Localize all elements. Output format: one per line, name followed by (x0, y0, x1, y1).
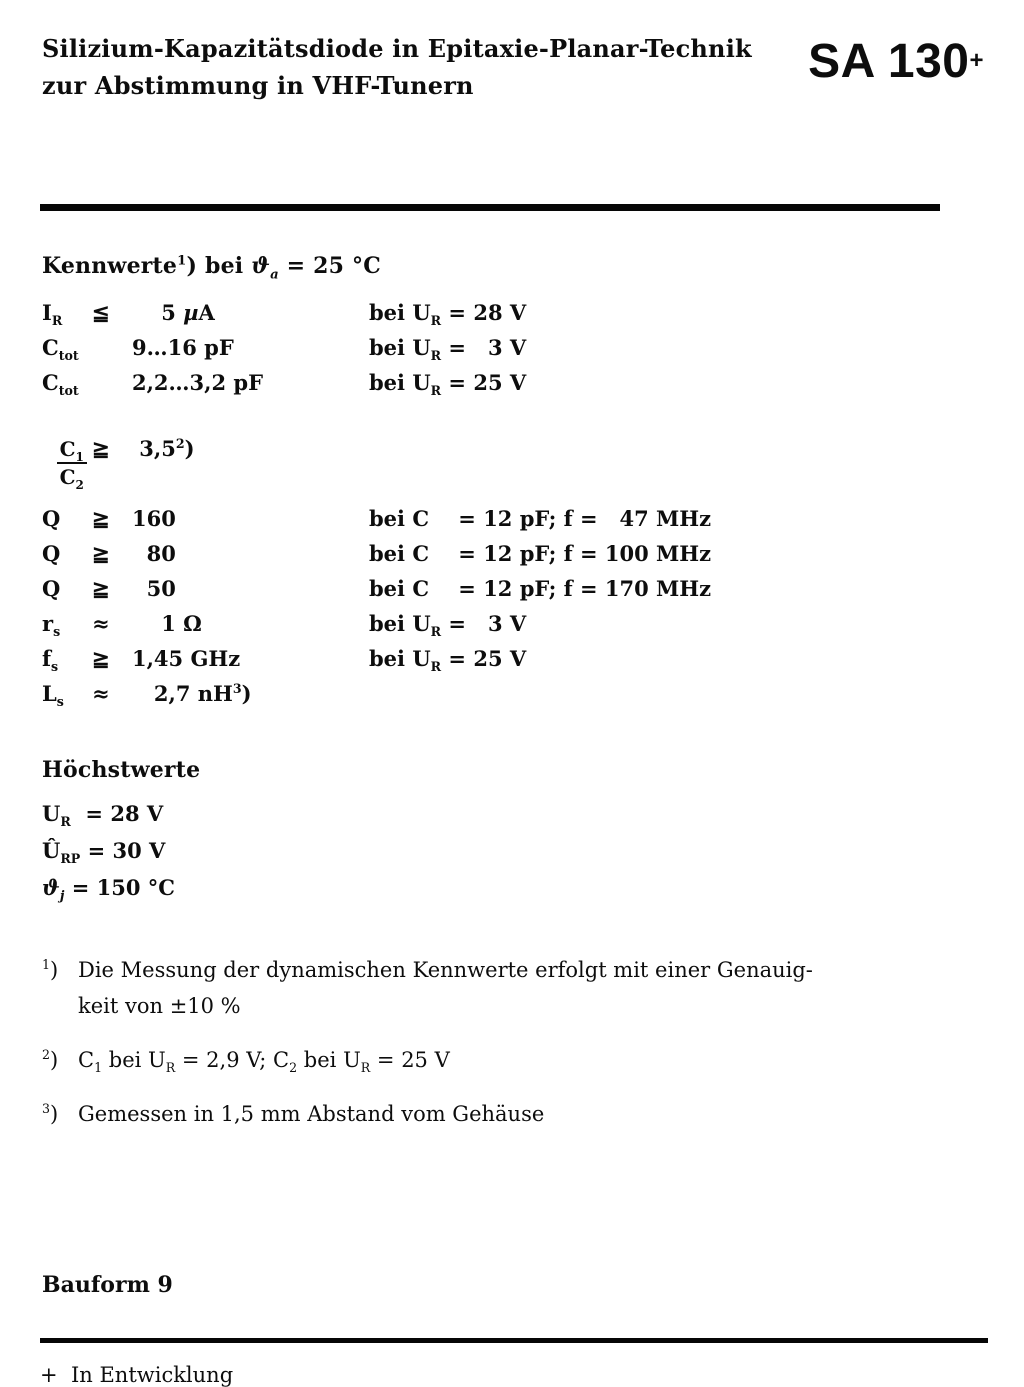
footnote (42, 1096, 980, 1132)
text-run: R (430, 383, 442, 399)
parameter-value (132, 606, 369, 641)
text-run: I (42, 300, 52, 326)
text-run: = 25 V (441, 645, 527, 671)
parameter-symbol (42, 330, 92, 365)
footer-note (40, 1363, 984, 1387)
text-run: µ (183, 300, 199, 326)
text-run: C (42, 370, 59, 396)
text-run: keit von ±10 % (78, 993, 241, 1018)
footnote (42, 952, 980, 1024)
relation-symbol: ≧ (92, 505, 110, 531)
test-condition (369, 501, 984, 536)
kennwerte-row (42, 400, 984, 500)
text-run: RP (60, 850, 81, 866)
text-run: Kennwerte (42, 253, 178, 280)
text-run: bei U (369, 335, 431, 361)
test-condition (369, 365, 984, 400)
title-line-2: zur Abstimmung in VHF-Tunern (42, 71, 474, 101)
text-run: 1 (75, 449, 84, 464)
hoechstwerte-section (42, 757, 984, 906)
test-condition (369, 536, 984, 571)
text-run: Gemessen in 1,5 mm Abstand vom Gehäuse (78, 1101, 545, 1126)
header (0, 0, 1024, 104)
text-run: R (430, 623, 442, 639)
hoechstwerte-heading: Höchstwerte (42, 756, 201, 783)
text-run: bei U (369, 645, 431, 671)
kennwerte-row (42, 571, 984, 606)
text-run: Q (42, 540, 61, 566)
footer-spacer (58, 1363, 71, 1387)
parameter-symbol (42, 606, 92, 641)
parameter-symbol (42, 571, 92, 606)
parameter-symbol (42, 409, 92, 492)
parameter-symbol (42, 676, 92, 711)
text-run: = 3 V (441, 335, 527, 361)
text-run: bei C (369, 540, 430, 566)
hoechstwert-row (42, 832, 984, 869)
text-run: R (165, 1060, 176, 1076)
text-run: R (430, 348, 442, 364)
relation-symbol: ≦ (92, 300, 110, 326)
parameter-value (132, 365, 369, 400)
text-run: = 12 pF; f = 47 MHz (429, 505, 712, 531)
text-run: 1 Ω (132, 610, 202, 636)
test-condition (369, 571, 984, 606)
text-run: j (59, 887, 65, 903)
fraction-denominator (57, 462, 87, 490)
text-run: = 28 V (70, 800, 164, 826)
text-run: = 150 °C (64, 874, 175, 900)
relation-symbol: ≧ (92, 540, 110, 566)
text-run: Q (42, 575, 61, 601)
parameter-value (132, 295, 369, 330)
text-run: R (360, 1060, 371, 1076)
text-run: ) (184, 436, 195, 462)
text-run: 160 (132, 505, 176, 531)
text-run: bei U (369, 610, 431, 636)
text-run: U (42, 800, 61, 826)
capacitance-ratio-fraction (57, 437, 87, 490)
text-run: 2 (75, 477, 84, 492)
text-run: = 2,9 V; C (175, 1047, 290, 1072)
text-run: 3,5 (132, 436, 176, 462)
text-run: 1,45 GHz (132, 645, 241, 671)
text-run: 2,7 nH (132, 680, 233, 706)
text-run: bei C (369, 575, 430, 601)
text-run: 1 (177, 254, 187, 270)
text-run: R (430, 658, 442, 674)
footnote-marker-digit: 3 (42, 1100, 51, 1116)
parameter-symbol (42, 365, 92, 400)
part-number (808, 35, 984, 88)
hoechstwert-row (42, 795, 984, 832)
bauform-label: Bauform 9 (42, 1272, 173, 1299)
text-run: ) bei (186, 253, 252, 280)
text-run: f (42, 645, 52, 671)
footnote-text (78, 1042, 980, 1078)
text-run: bei U (102, 1047, 166, 1072)
text-run: bei U (369, 370, 431, 396)
footnote-line (78, 952, 980, 988)
parameter-value (132, 330, 369, 365)
footnote-line (78, 988, 980, 1024)
kennwerte-row (42, 295, 984, 330)
text-run: 50 (132, 575, 176, 601)
kennwerte-row (42, 641, 984, 676)
parameter-value (132, 641, 369, 676)
text-run: tot (58, 348, 79, 364)
test-condition (369, 295, 984, 330)
text-run: 5 (132, 300, 184, 326)
text-run: r (42, 610, 54, 636)
relation-symbol: ≧ (92, 575, 110, 601)
parameter-symbol (42, 295, 92, 330)
text-run: 2,2…3,2 pF (132, 370, 263, 396)
test-condition (369, 641, 984, 676)
footnote-text (78, 1096, 980, 1132)
text-run: bei U (297, 1047, 361, 1072)
relation-symbol: ≈ (92, 680, 110, 706)
parameter-value (132, 536, 369, 571)
text-run: = 25 °C (278, 253, 381, 280)
text-run: C (78, 1047, 95, 1072)
text-run: = 30 V (80, 837, 166, 863)
text-run: tot (58, 383, 79, 399)
text-run: ) (241, 680, 252, 706)
text-run: C (59, 436, 76, 461)
footnote (42, 1042, 980, 1078)
title-line-1: Silizium-Kapazitätsdiode in Epitaxie-Planar-Technik (42, 34, 752, 63)
relation-symbol: ≧ (92, 436, 110, 462)
parameter-symbol (42, 536, 92, 571)
plus-symbol: + (40, 1363, 58, 1387)
text-run: = 25 V (370, 1047, 450, 1072)
text-run: ϑ (251, 253, 271, 280)
test-condition (369, 330, 984, 365)
kennwerte-row (42, 606, 984, 641)
text-run: = 3 V (441, 610, 527, 636)
top-horizontal-rule (40, 204, 940, 211)
footnote-marker-digit: 1 (42, 956, 51, 972)
text-run: 9…16 pF (132, 335, 234, 361)
text-run: 1 (94, 1060, 103, 1076)
kennwerte-table (42, 295, 984, 710)
part-number-suffix: + (969, 47, 984, 74)
text-run: Û (42, 837, 61, 863)
text-run: C (59, 464, 76, 489)
footnotes (42, 952, 980, 1132)
kennwerte-section (42, 253, 984, 710)
text-run: 3 (232, 680, 242, 696)
text-run: 2 (289, 1060, 298, 1076)
kennwerte-row (42, 330, 984, 365)
text-run: 2 (175, 436, 185, 452)
text-run: L (42, 680, 57, 706)
page-title (42, 30, 752, 104)
text-run: a (270, 267, 279, 283)
bottom-horizontal-rule (40, 1338, 988, 1343)
relation-symbol: ≈ (92, 610, 110, 636)
relation-symbol: ≧ (92, 645, 110, 671)
kennwerte-row (42, 365, 984, 400)
text-run: R (51, 313, 63, 329)
text-run: = 28 V (441, 300, 527, 326)
text-run: R (60, 813, 71, 829)
parameter-value (132, 436, 369, 462)
text-run: bei C (369, 505, 430, 531)
footnote-marker-digit: 2 (42, 1046, 51, 1062)
parameter-value (132, 676, 369, 711)
text-run: = 25 V (441, 370, 527, 396)
kennwerte-row (42, 676, 984, 711)
parameter-value (132, 501, 369, 536)
kennwerte-heading (42, 253, 984, 283)
text-run: s (56, 693, 64, 709)
part-number-text: SA 130 (808, 35, 970, 88)
parameter-symbol (42, 501, 92, 536)
text-run: ϑ (42, 874, 60, 900)
text-run: A (198, 300, 215, 326)
text-run: = 12 pF; f = 170 MHz (429, 575, 712, 601)
hoechstwert-row (42, 869, 984, 906)
footnote-line (78, 1042, 980, 1078)
test-condition (369, 606, 984, 641)
kennwerte-row (42, 536, 984, 571)
footnote-marker: $^3$) (42, 1100, 59, 1126)
text-run: R (430, 313, 442, 329)
footer-text: In Entwicklung (70, 1363, 234, 1387)
text-run: C (42, 335, 59, 361)
text-run: bei U (369, 300, 431, 326)
text-run: s (51, 658, 59, 674)
text-run: Q (42, 505, 61, 531)
kennwerte-row (42, 501, 984, 536)
fraction-numerator (57, 437, 87, 462)
text-run: Die Messung der dynamischen Kennwerte erfolgt mit einer Genauig- (78, 957, 813, 982)
footnote-marker: $^2$) (42, 1046, 59, 1072)
footnote-line (78, 1096, 980, 1132)
hoechstwerte-rows (42, 795, 984, 906)
footnote-marker: $^1$) (42, 956, 59, 982)
parameter-symbol (42, 641, 92, 676)
text-run: = 12 pF; f = 100 MHz (429, 540, 712, 566)
footnote-text (78, 952, 980, 1024)
text-run: 80 (132, 540, 176, 566)
text-run: s (53, 623, 61, 639)
parameter-value (132, 571, 369, 606)
